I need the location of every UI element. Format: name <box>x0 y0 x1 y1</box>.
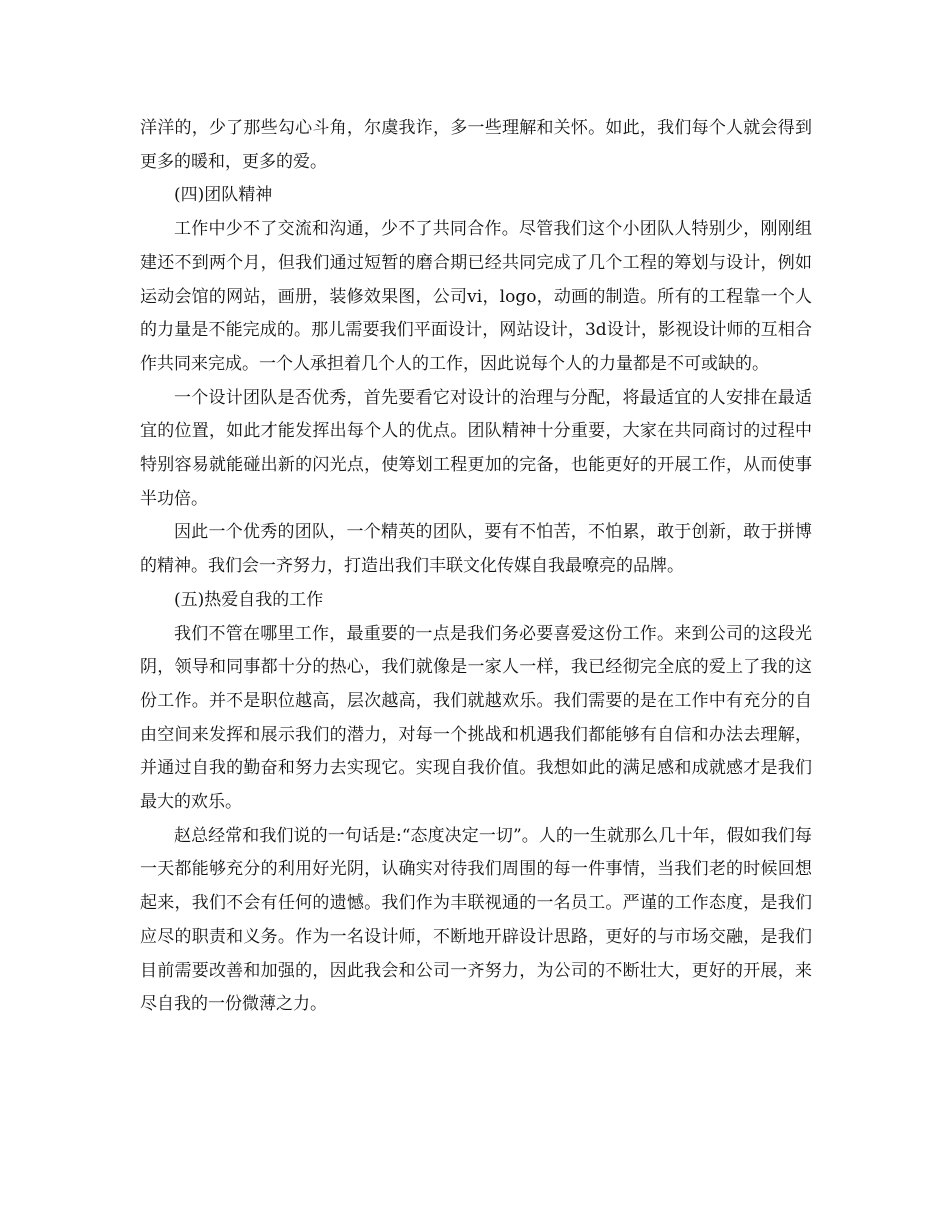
paragraph-attitude: 赵总经常和我们说的一句话是:“态度决定一切”。人的一生就那么几十年，假如我们每一天都能够充分的利用好光阴，认确实对待我们周围的每一件事情，当我们老的时候回想起来，我们不会有任何的遗憾。我们作为丰联视通的一名员工。严谨的工作态度，是我们应尽的职责和义务。作为一名设计师，不断地开辟设计思路，更好的与市场交融，是我们目前需要改善和加强的，因此我会和公司一齐努力，为公司的不断壮大，更好的开展，来尽自我的一份微薄之力。 <box>140 825 812 1015</box>
paragraph-excellent-team: 因此一个优秀的团队，一个精英的团队，要有不怕苦，不怕累，敢于创新，敢于拼博的精神。我们会一齐努力，打造出我们丰联文化传媒自我最嘹亮的品牌。 <box>140 522 812 577</box>
document-body <box>140 112 812 1022</box>
paragraph-continuation: 洋洋的，少了那些勾心斗角，尔虞我诈，多一些理解和关怀。如此，我们每个人就会得到更多的暖和，更多的爱。 <box>140 118 812 172</box>
paragraph-team-management: 一个设计团队是否优秀，首先要看它对设计的治理与分配，将最适宜的人安排在最适宜的位置，如此才能发挥出每个人的优点。团队精神十分重要，大家在共同商讨的过程中特别容易就能碰出新的闪光点，使筹划工程更加的完备，也能更好的开展工作，从而使事半功倍。 <box>140 387 812 509</box>
section-heading-love-work: (五)热爱自我的工作 <box>174 589 324 610</box>
section-heading-team-spirit: (四)团队精神 <box>174 185 273 206</box>
paragraph-teamwork: 工作中少不了交流和沟通，少不了共同合作。尽管我们这个小团队人特别少，刚刚组建还不到两个月，但我们通过短暂的磨合期已经共同完成了几个工程的筹划与设计，例如运动会馆的网站，画册，装修效果图，公司vi，logo，动画的制造。所有的工程靠一个人的力量是不能完成的。那儿需要我们平面设计，网站设计，3d设计，影视设计师的互相合作共同来完成。一个人承担着几个人的工作，因此说每个人的力量都是不可或缺的。 <box>140 219 812 374</box>
paragraph-love-work: 我们不管在哪里工作，最重要的一点是我们务必要喜爱这份工作。来到公司的这段光阴，领导和同事都十分的热心，我们就像是一家人一样，我已经彻完全底的爱上了我的这份工作。并不是职位越高，层次越高，我们就越欢乐。我们需要的是在工作中有充分的自由空间来发挥和展示我们的潜力，对每一个挑战和机遇我们都能够有自信和办法去理解，并通过自我的勤奋和努力去实现它。实现自我价值。我想如此的满足感和成就感才是我们最大的欢乐。 <box>140 623 812 813</box>
